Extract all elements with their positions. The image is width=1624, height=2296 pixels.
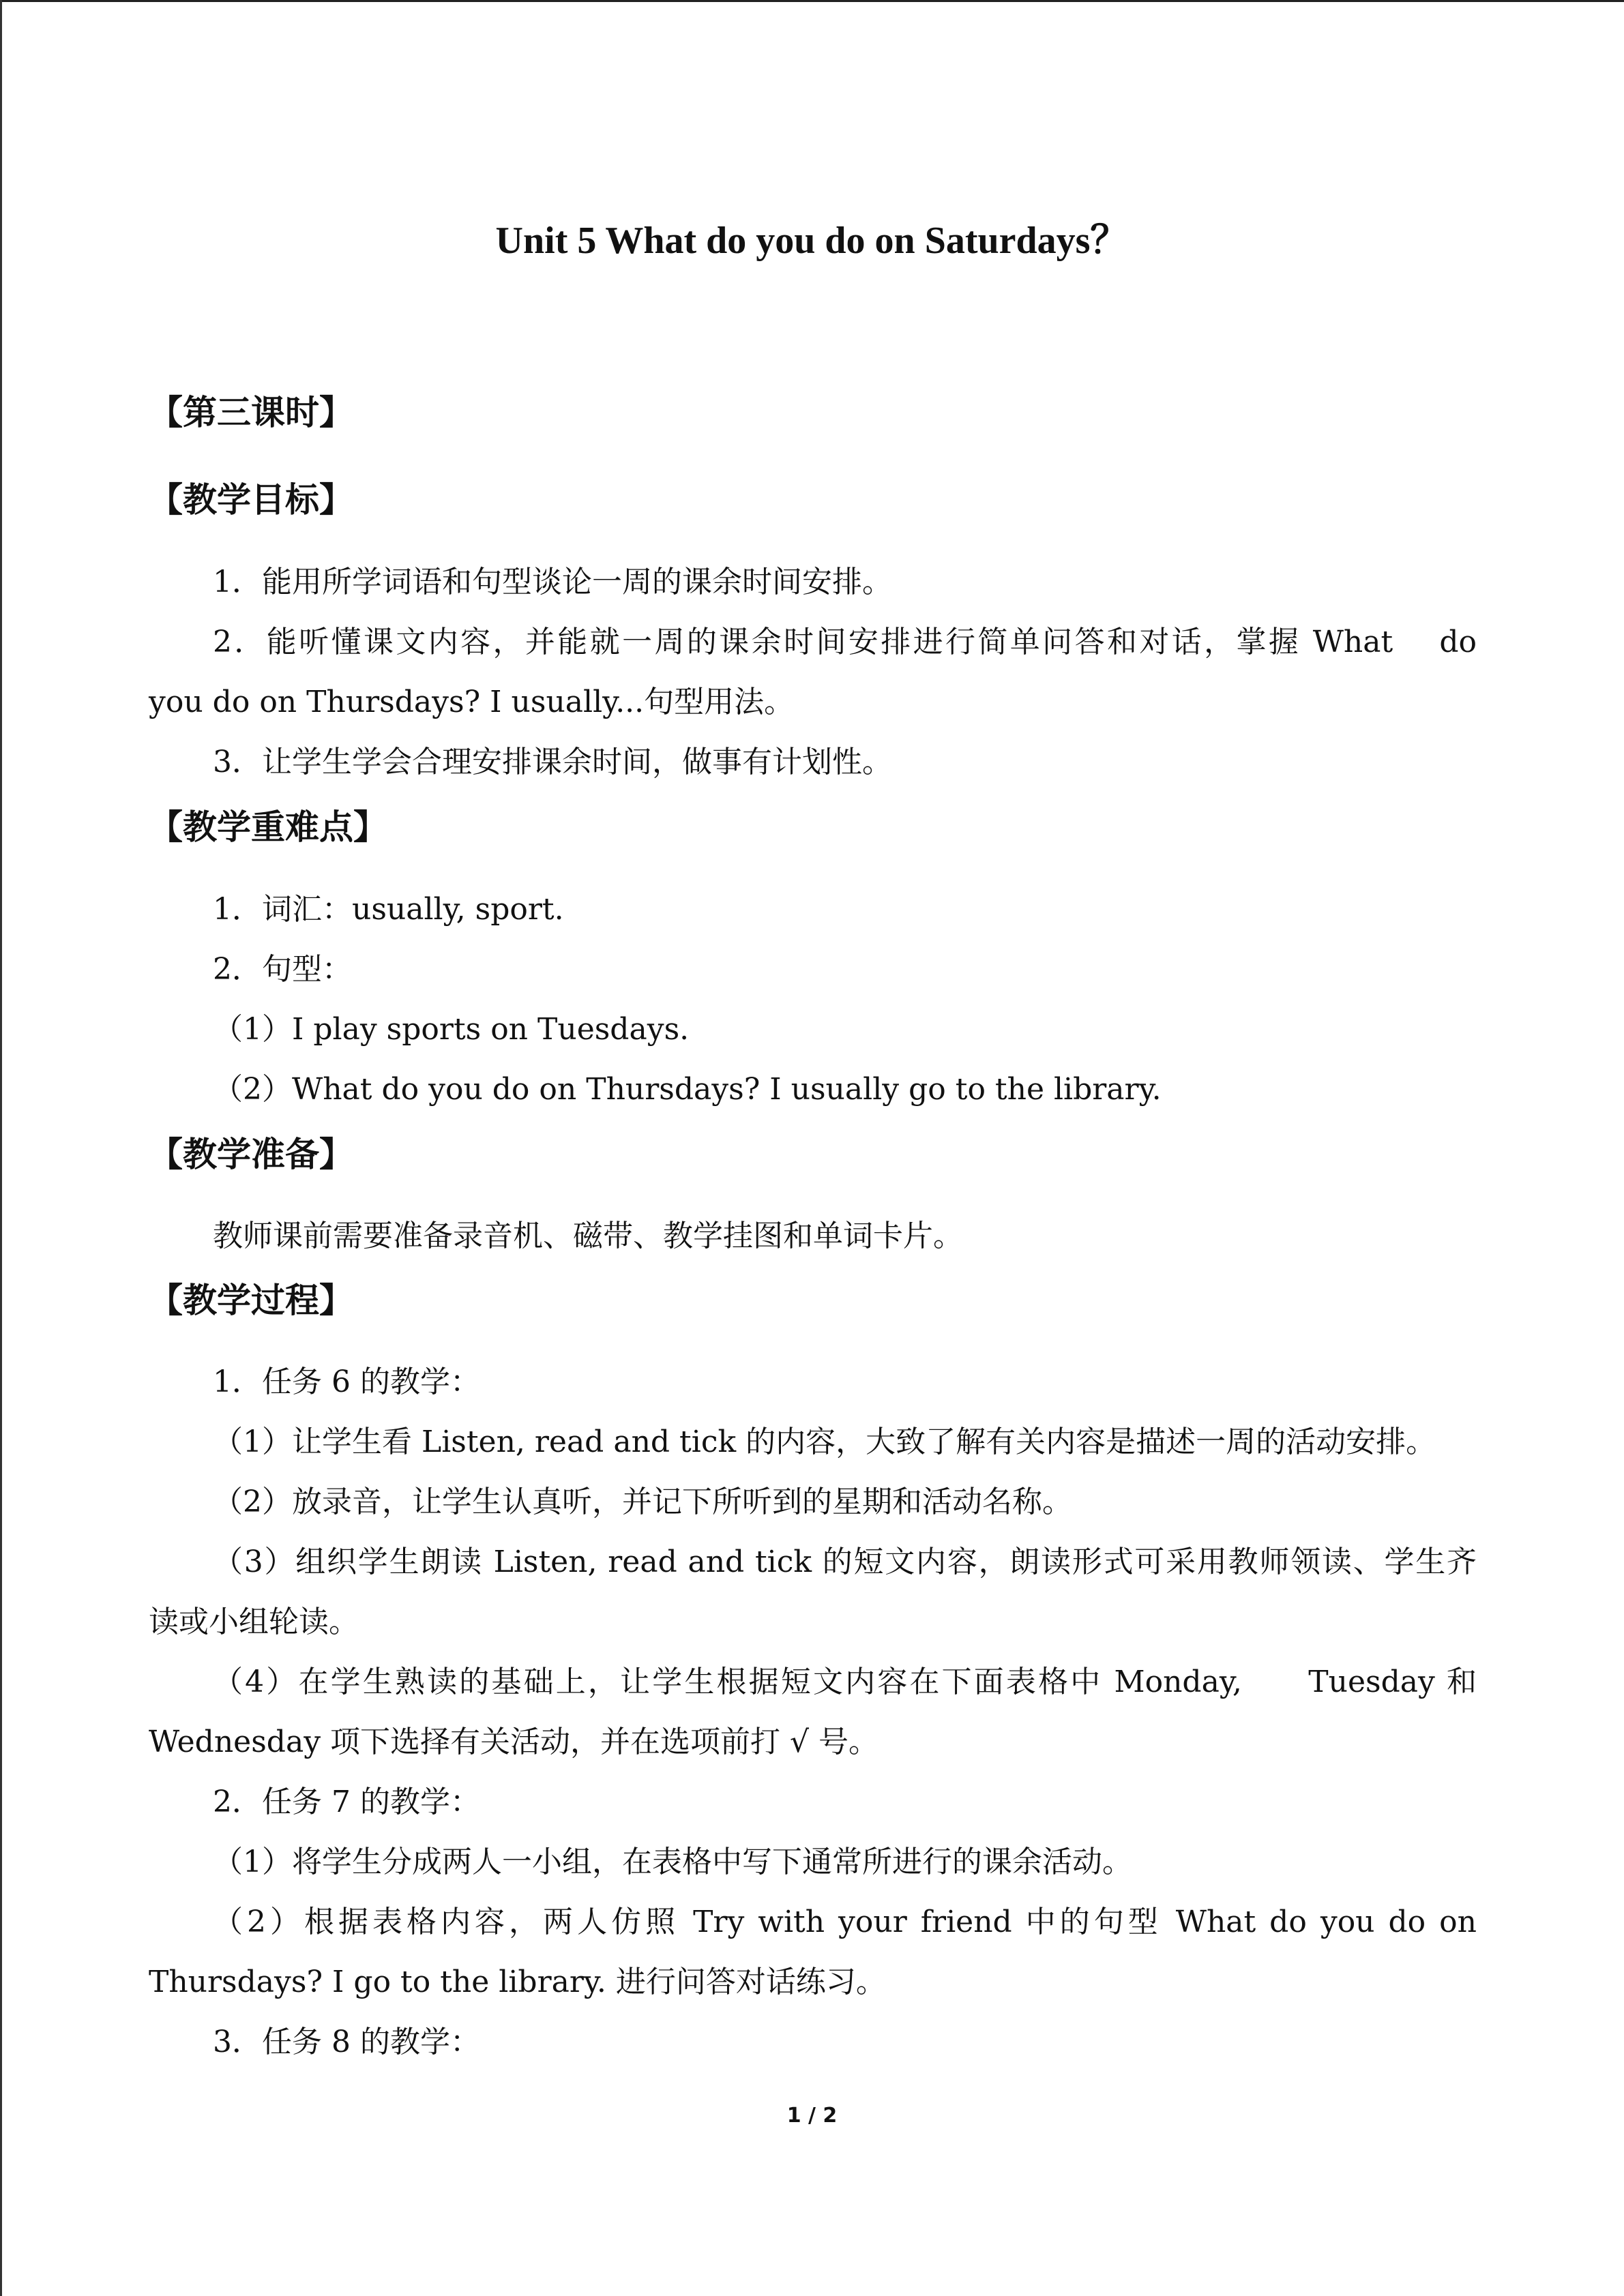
process-item: （1）将学生分成两人一小组，在表格中写下通常所进行的课余活动。 [213, 1845, 1132, 1879]
section-heading-preparation: 【教学准备】 [149, 1134, 353, 1174]
process-item: （2）根据表格内容，两人仿照 Try with your friend 中的句型 What do you do on [213, 1905, 1477, 1939]
process-item-continuation: Wednesday 项下选择有关活动，并在选项前打 √ 号。 [149, 1725, 879, 1759]
process-item: （1）让学生看 Listen, read and tick 的内容，大致了解有关内容是描述一周的活动安排。 [213, 1425, 1436, 1459]
page-top-border [0, 0, 1624, 2]
key-point-item: 2．句型： [213, 952, 352, 987]
section-heading-process: 【教学过程】 [149, 1280, 353, 1320]
page-left-border [0, 0, 2, 2296]
process-item: （4）在学生熟读的基础上，让学生根据短文内容在下面表格中 Monday, Tuesday 和 [213, 1665, 1477, 1699]
document-title: Unit 5 What do you do on Saturdays？ [495, 220, 1129, 262]
objective-item-continuation: you do on Thursdays? I usually...句型用法。 [149, 685, 795, 719]
process-item: 1．任务 6 的教学： [213, 1365, 480, 1399]
process-item-continuation: Thursdays? I go to the library. 进行问答对话练习。 [149, 1965, 886, 1999]
lesson-label: 【第三课时】 [149, 392, 353, 432]
section-heading-objectives: 【教学目标】 [149, 479, 353, 520]
process-item: （2）放录音，让学生认真听，并记下所听到的星期和活动名称。 [213, 1485, 1072, 1519]
process-item: （3）组织学生朗读 Listen, read and tick 的短文内容，朗读形式可采用教师领读、学生齐 [213, 1545, 1477, 1579]
preparation-item: 教师课前需要准备录音机、磁带、教学挂图和单词卡片。 [213, 1219, 963, 1253]
key-point-item: 1．词汇：usually, sport. [213, 892, 564, 927]
objective-item: 3．让学生学会合理安排课余时间，做事有计划性。 [213, 745, 892, 779]
process-item: 2．任务 7 的教学： [213, 1785, 480, 1819]
objective-item: 1．能用所学词语和句型谈论一周的课余时间安排。 [213, 565, 892, 599]
key-point-item: （2）What do you do on Thursdays? I usually go to the library. [213, 1072, 1162, 1107]
section-heading-key-points: 【教学重难点】 [149, 807, 387, 847]
key-point-item: （1）I play sports on Tuesdays. [213, 1012, 690, 1047]
process-item-continuation: 读或小组轮读。 [149, 1605, 359, 1639]
process-item: 3．任务 8 的教学： [213, 2025, 480, 2059]
objective-item: 2．能听懂课文内容，并能就一周的课余时间安排进行简单问答和对话，掌握 What do [213, 625, 1477, 659]
page-number: 1 / 2 [786, 2104, 838, 2128]
